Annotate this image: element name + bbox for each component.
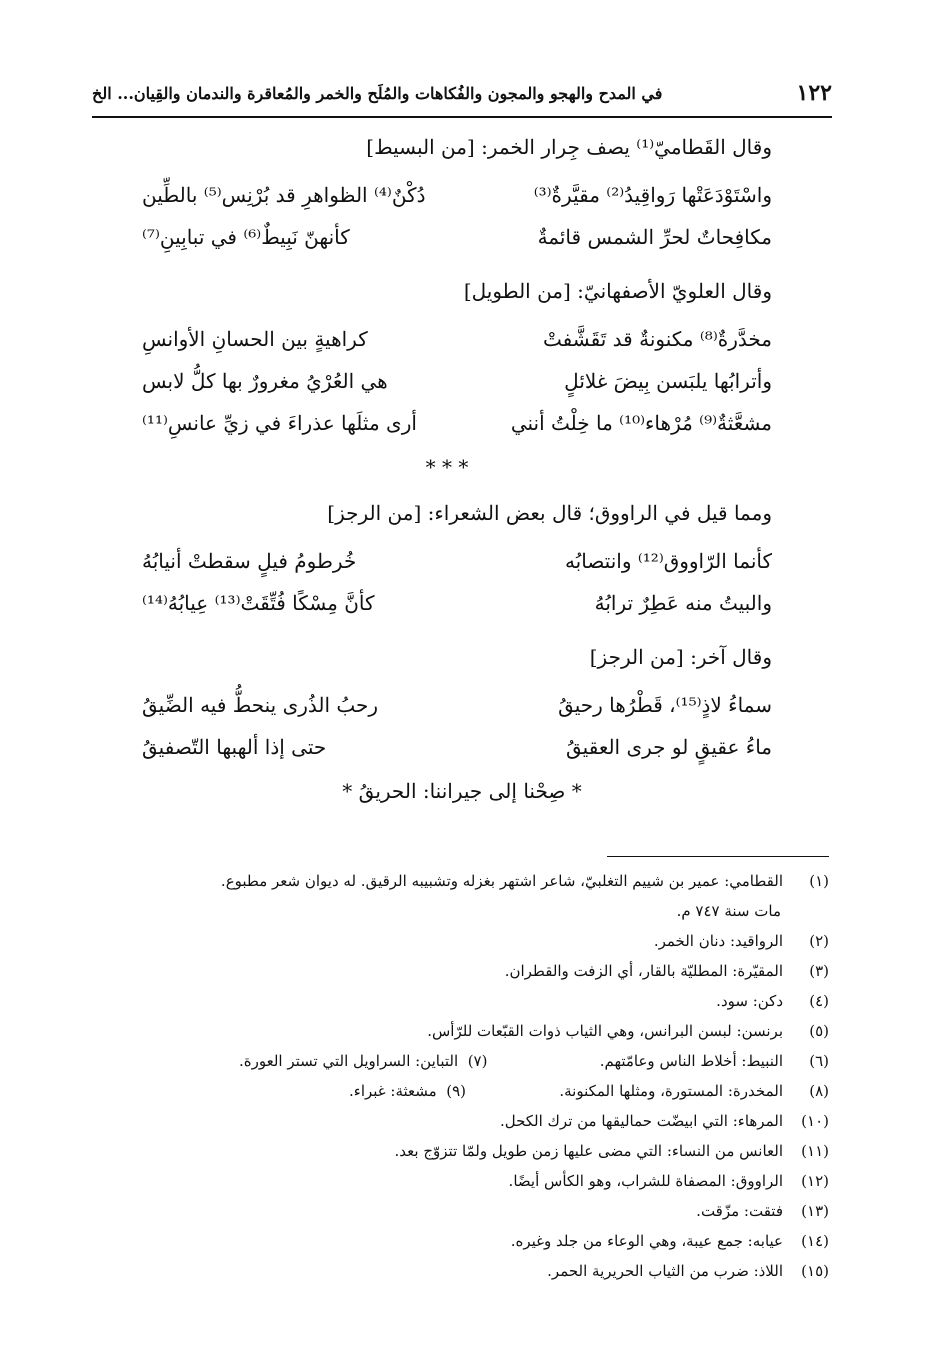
footnote bbox=[89, 1166, 829, 1196]
footnote-number: (٢) bbox=[809, 932, 829, 950]
running-title: في المدح والهجو والمجون والفُكاهات والمُلَح والخمر والمُعاقرة والندمان والقِيان... الخ bbox=[92, 84, 663, 103]
footnote-number: (٤) bbox=[809, 992, 829, 1010]
footnote-text: العانس من النساء: التي مضى عليها زمن طويل ولمّا تتزوّج بعد. bbox=[394, 1142, 783, 1160]
footnote bbox=[89, 1226, 829, 1256]
footnote-text: الراووق: المصفاة للشراب، وهو الكأس أيضًا. bbox=[508, 1172, 783, 1190]
verse-first-hemistich: سماءُ لاذٍ⁽¹⁵⁾، قَطْرُها رحيقُ bbox=[558, 693, 772, 717]
footnote-text: الرواقيد: دنان الخمر. bbox=[653, 932, 783, 950]
footnote-number: (١٤) bbox=[801, 1232, 829, 1250]
footnote-text: مشعثة: غبراء. bbox=[349, 1082, 437, 1100]
footnote bbox=[89, 926, 829, 956]
verse-first-hemistich: وأترابُها يلبَسن بِيضَ غلائلٍ bbox=[564, 369, 772, 393]
footnote-number: (١) bbox=[809, 872, 829, 890]
footnote-text: برنسن: لبسن البرانس، وهي الثياب ذوات القبّعات للرّأس. bbox=[427, 1022, 783, 1040]
verse-line bbox=[92, 402, 832, 444]
footnote bbox=[89, 866, 829, 896]
verse-line bbox=[92, 360, 832, 402]
page-header bbox=[92, 78, 832, 112]
page-number: ١٢٢ bbox=[796, 80, 832, 106]
footnote bbox=[89, 1196, 829, 1226]
footnote-number: (١٣) bbox=[801, 1202, 829, 1220]
verse-first-hemistich: واسْتَوْدَعَتْها رَواقِيدُ⁽²⁾ مقيَّرةٌ⁽³⁾ bbox=[533, 183, 772, 207]
verse-first-hemistich: مكافِحاتٌ لحرِّ الشمس قائمةٌ bbox=[537, 225, 772, 249]
footnote-inline bbox=[349, 1076, 466, 1106]
verse-second-hemistich: كراهيةٍ بين الحسانِ الأوانسِ bbox=[142, 327, 368, 351]
footnote bbox=[89, 1256, 829, 1286]
footnote-text: المخدرة: المستورة، ومثلها المكنونة. bbox=[559, 1082, 783, 1100]
main-text bbox=[92, 124, 832, 814]
verse-first-hemistich: مخدَّرةٌ⁽⁸⁾ مكنونةٌ قد تَقَشَّفتْ bbox=[543, 327, 772, 351]
verse-line bbox=[92, 318, 832, 360]
footnote-number: (٨) bbox=[809, 1082, 829, 1100]
footnote bbox=[89, 1016, 829, 1046]
verse-line bbox=[92, 684, 832, 726]
verse-second-hemistich: كأنَّ مِسْكًا فُتِّقَتْ⁽¹³⁾ عِيابُهُ⁽¹⁴⁾ bbox=[142, 591, 375, 615]
footnote-text: عيابه: جمع عيبة، وهي الوعاء من جلد وغيره. bbox=[510, 1232, 783, 1250]
footnote bbox=[89, 986, 829, 1016]
footnote-number: (١٥) bbox=[801, 1262, 829, 1280]
footnote bbox=[89, 956, 829, 986]
footnote bbox=[89, 1106, 829, 1136]
footnote-number: (١٢) bbox=[801, 1172, 829, 1190]
footnote-text: فتقت: مزّقت. bbox=[696, 1202, 783, 1220]
verse-second-hemistich: أرى مثلَها عذراءَ في زيِّ عانسِ⁽¹¹⁾ bbox=[142, 411, 417, 435]
verse-line bbox=[92, 174, 832, 216]
verse-second-hemistich: خُرطومُ فيلٍ سقطتْ أنيابُهُ bbox=[142, 549, 357, 573]
footnote-number: (٦) bbox=[809, 1052, 829, 1070]
footnote-number: (٣) bbox=[809, 962, 829, 980]
footnotes bbox=[89, 866, 829, 1286]
footnote-number: (١١) bbox=[801, 1142, 829, 1160]
footnote-continuation bbox=[89, 896, 829, 926]
footnote-text: المقيّرة: المطليّة بالقار، أي الزفت والقطران. bbox=[504, 962, 783, 980]
verse-first-hemistich: والبيتُ منه عَطِرٌ ترابُهُ bbox=[594, 591, 772, 615]
footnote-text: اللاذ: ضرب من الثياب الحريرية الحمر. bbox=[547, 1262, 783, 1280]
footnote-inline bbox=[239, 1046, 487, 1076]
section-intro: وقال العلويّ الأصفهانيّ: [من الطويل] bbox=[463, 279, 772, 303]
footnote bbox=[89, 1046, 829, 1076]
section-intro: ومما قيل في الراووق؛ قال بعض الشعراء: [من الرجز] bbox=[327, 501, 772, 525]
section-separator: * * * bbox=[425, 455, 469, 479]
section-intro: وقال القَطاميّ⁽¹⁾ يصف جِرار الخمر: [من البسيط] bbox=[366, 135, 772, 159]
verse-second-hemistich: حتى إذا ألهبها التّصفيقُ bbox=[142, 735, 327, 759]
header-rule bbox=[92, 116, 832, 118]
footnote-text: دكن: سود. bbox=[716, 992, 783, 1010]
verse-first-hemistich: مشعَّثةٌ⁽⁹⁾ مُرْهاء⁽¹⁰⁾ ما خِلْتُ أنني bbox=[510, 411, 772, 435]
footnote-rule bbox=[607, 856, 829, 857]
verse-first-hemistich: ماءُ عقيقٍ لو جرى العقيقُ bbox=[565, 735, 772, 759]
footnote-text: القطامي: عمير بن شييم التغلبيّ، شاعر اشتهر بغزله وتشبيبه الرقيق. له ديوان شعر مطبوع. bbox=[220, 872, 783, 890]
footnote-text: التباين: السراويل التي تستر العورة. bbox=[239, 1052, 459, 1070]
footnote-number: (٩) bbox=[446, 1082, 467, 1100]
verse-second-hemistich: دُكْنٌ⁽⁴⁾ الظواهرِ قد بُرْنِس⁽⁵⁾ بالطِّين bbox=[142, 183, 426, 207]
closing-line: * صِحْنا إلى جيراننا: الحريقُ * bbox=[342, 779, 582, 803]
footnote-text: مات سنة ٧٤٧ م. bbox=[676, 902, 781, 920]
footnote bbox=[89, 1136, 829, 1166]
verse-second-hemistich: كأنهنّ نَبِيطٌ⁽⁶⁾ في تبابِينِ⁽⁷⁾ bbox=[142, 225, 350, 249]
verse-second-hemistich: رحبُ الذُرى ينحطُّ فيه الضِّيقُ bbox=[142, 693, 379, 717]
verse-line bbox=[92, 582, 832, 624]
verse-second-hemistich: هي العُرْيُ مغرورٌ بها كلُّ لابس bbox=[142, 369, 388, 393]
footnote-number: (٧) bbox=[467, 1052, 488, 1070]
verse-line bbox=[92, 726, 832, 768]
footnote-text: المرهاء: التي ابيضّت حماليقها من ترك الكحل. bbox=[499, 1112, 783, 1130]
footnote bbox=[89, 1076, 829, 1106]
verse-line bbox=[92, 540, 832, 582]
footnote-number: (٥) bbox=[809, 1022, 829, 1040]
footnote-text: النبيط: أخلاط الناس وعامّتهم. bbox=[599, 1052, 783, 1070]
footnote-number: (١٠) bbox=[801, 1112, 829, 1130]
verse-line bbox=[92, 216, 832, 258]
verse-first-hemistich: كأنما الرّاووق⁽¹²⁾ وانتصابُه bbox=[564, 549, 772, 573]
section-intro: وقال آخر: [من الرجز] bbox=[589, 645, 772, 669]
